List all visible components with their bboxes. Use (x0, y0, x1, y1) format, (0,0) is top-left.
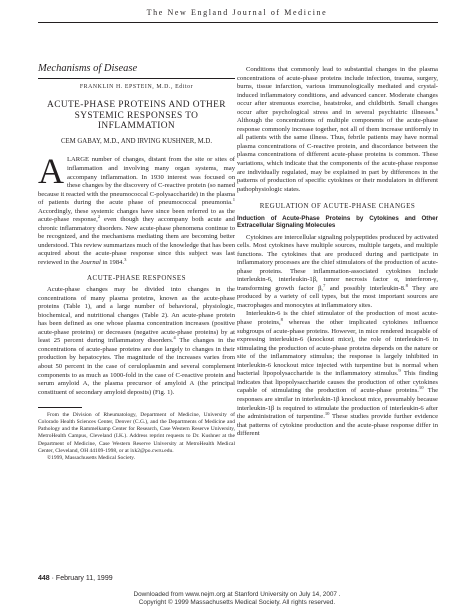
article-title: ACUTE-PHASE PROTEINS AND OTHER SYSTEMIC RESPONSES TO INFLAMMATION (47, 100, 226, 132)
issue-date: · February 11, 1999 (51, 575, 113, 582)
body-paragraph: Conditions that commonly lead to substantial changes in the plasma concentrations of acute-phase proteins include infection, trauma, surgery, burns, tissue infarction, various immunologically mediated and crystal-induced inflammatory conditions, and advanced cancer. Moderate changes occur after strenuous exercise, heatstroke, and childbirth. Small changes occur after psychological stress and in several psychiatric illnesses.$^6$ Although the concentrations of multiple components of the acute-phase response commonly increase together, not all of them increase uniformly in all patients with the same illness. Thus, febrile patients may have normal plasma concentrations of C-reactive protein, and discordance between the plasma concentrations of different acute-phase proteins is common. These variations, which indicate that the components of the acute-phase response are individually regulated, may be explained in part by differences in the patterns of production of specific cytokines or their modulators in different pathophysiologic states. (237, 66, 438, 193)
journal-header: The New England Journal of Medicine (146, 8, 328, 17)
page-number: 448 (38, 575, 50, 582)
section-heading-acute-phase-responses: ACUTE-PHASE RESPONSES (87, 273, 186, 282)
right-column (237, 66, 438, 439)
copyright-footnote: ©1999, Massachusetts Medical Society. (47, 454, 135, 461)
series-rule (38, 78, 235, 79)
article-authors: CEM GABAY, M.D., AND IRVING KUSHNER, M.D. (60, 137, 213, 145)
body-paragraph: Interleukin-6 is the chief stimulator of the production of most acute-phase proteins,$^8$ whereas the other implicated cytokines influence subgroups of acute-phase proteins. However, in mice rendered incapable of expressing interleukin-6 (knockout mice), the role of interleukin-6 in stimulating the production of acute-phase proteins depends on the nature or site of the inflammatory stimulus; the response is largely inhibited in interleukin-6 knockout mice injected with turpentine but is normal when bacterial lipopolysaccharide is the inflammatory stimulus.$^9$ This finding indicates that lipopolysaccharide causes the production of other cytokines capable of stimulating the production of acute-phase proteins.$^{10}$ The responses are similar in interleukin-1β knockout mice, presumably because interleukin-1β is required to stimulate the production of interleukin-6 after the administration of turpentine.$^{10}$ These studies provide further evidence that patterns of cytokine production and the acute-phase response differ in different (237, 310, 439, 438)
download-source: Downloaded from www.nejm.org at Stanford University on July 14, 2007 . (133, 591, 341, 598)
affiliation-footnote: From the Division of Rheumatology, Department of Medicine, University of Colorado Health Sciences Center, Denver (C.G.), and the Departments of Medicine and Pathology and the Rammelkamp Center for Research, Case Western Reserve University, MetroHealth Campus, Cleveland (I.K.). Address reprint requests to Dr. Kushner at the Department of Medicine, Case Western Reserve University at MetroHealth Medical Center, Cleveland, OH 44109-1998, or at ixk2@po.cwru.edu. (38, 412, 235, 454)
section-heading-regulation: REGULATION OF ACUTE-PHASE CHANGES (259, 202, 416, 211)
body-paragraph: Cytokines are intercellular signaling polypeptides produced by activated cells. Most cytokines have multiple sources, multiple targets, and multiple functions. The cytokines that are produced during and participate in inflammatory processes are the chief stimulators of the production of acute-phase proteins. These inflammation-associated cytokines include interleukin-6, interleukin-1β, tumor necrosis factor α, interferon-γ, transforming growth factor β,$^7$ and possibly interleukin-8.$^8$ They are produced by a variety of cell types, but the most important sources are macrophages and monocytes at inflammatory sites. (237, 233, 438, 309)
body-paragraph: Acute-phase changes may be divided into changes in the concentrations of many plasma proteins, known as the acute-phase proteins (Table 1), and a large number of behavioral, physiologic, biochemical, and nutritional changes (Table 2). An acute-phase protein has been defined as one whose plasma concentration increases (positive acute-phase proteins) or decreases (negative acute-phase proteins) by at least 25 percent during inflammatory disorders.$^4$ The changes in the concentrations of acute-phase proteins are due largely to changes in their production by hepatocytes. The magnitude of the increases varies from about 50 percent in the case of ceruloplasmin and several complement components to as much as 1000-fold in the case of C-reactive protein and serum amyloid A, the plasma precursor of amyloid A (the principal constituent of secondary amyloid deposits) (Fig. 1). (38, 286, 235, 396)
intro-paragraph: ALARGE number of changes, distant from the site or sites of inflammation and involving many organ systems, may accompany inflammation. In 1930 interest was focused on these changes by the discovery of C-reactive protein (so named because it reacted with the pneumococcal C-polysaccharide) in the plasma of patients during the acute phase of pneumococcal pneumonia.$^1$ Accordingly, these systemic changes have since been referred to as the acute-phase response,$^2$ even though they accompany both acute and chronic inflammatory disorders. New acute-phase phenomena continue to be recognized, and the mechanisms mediating them are becoming better understood. This review summarizes much of the knowledge that has been acquired about the acute-phase response since this subject was last reviewed in the Journal in 1984.$^3$ (38, 151, 235, 266)
download-notice (0, 591, 474, 607)
drop-cap: A (38, 151, 64, 192)
series-title: Mechanisms of Disease (38, 63, 138, 74)
subsection-heading: Induction of Acute-Phase Proteins by Cytokines and Other Extracellular Signaling Molecules (237, 214, 438, 230)
download-copyright: Copyright © 1999 Massachusetts Medical Society. All rights reserved. (138, 599, 336, 607)
editor-line: FRANKLIN H. EPSTEIN, M.D., Editor (79, 83, 194, 90)
footnote-rule (38, 407, 82, 408)
left-column (38, 65, 235, 462)
page-footer (38, 575, 113, 582)
header-rule (38, 22, 438, 23)
